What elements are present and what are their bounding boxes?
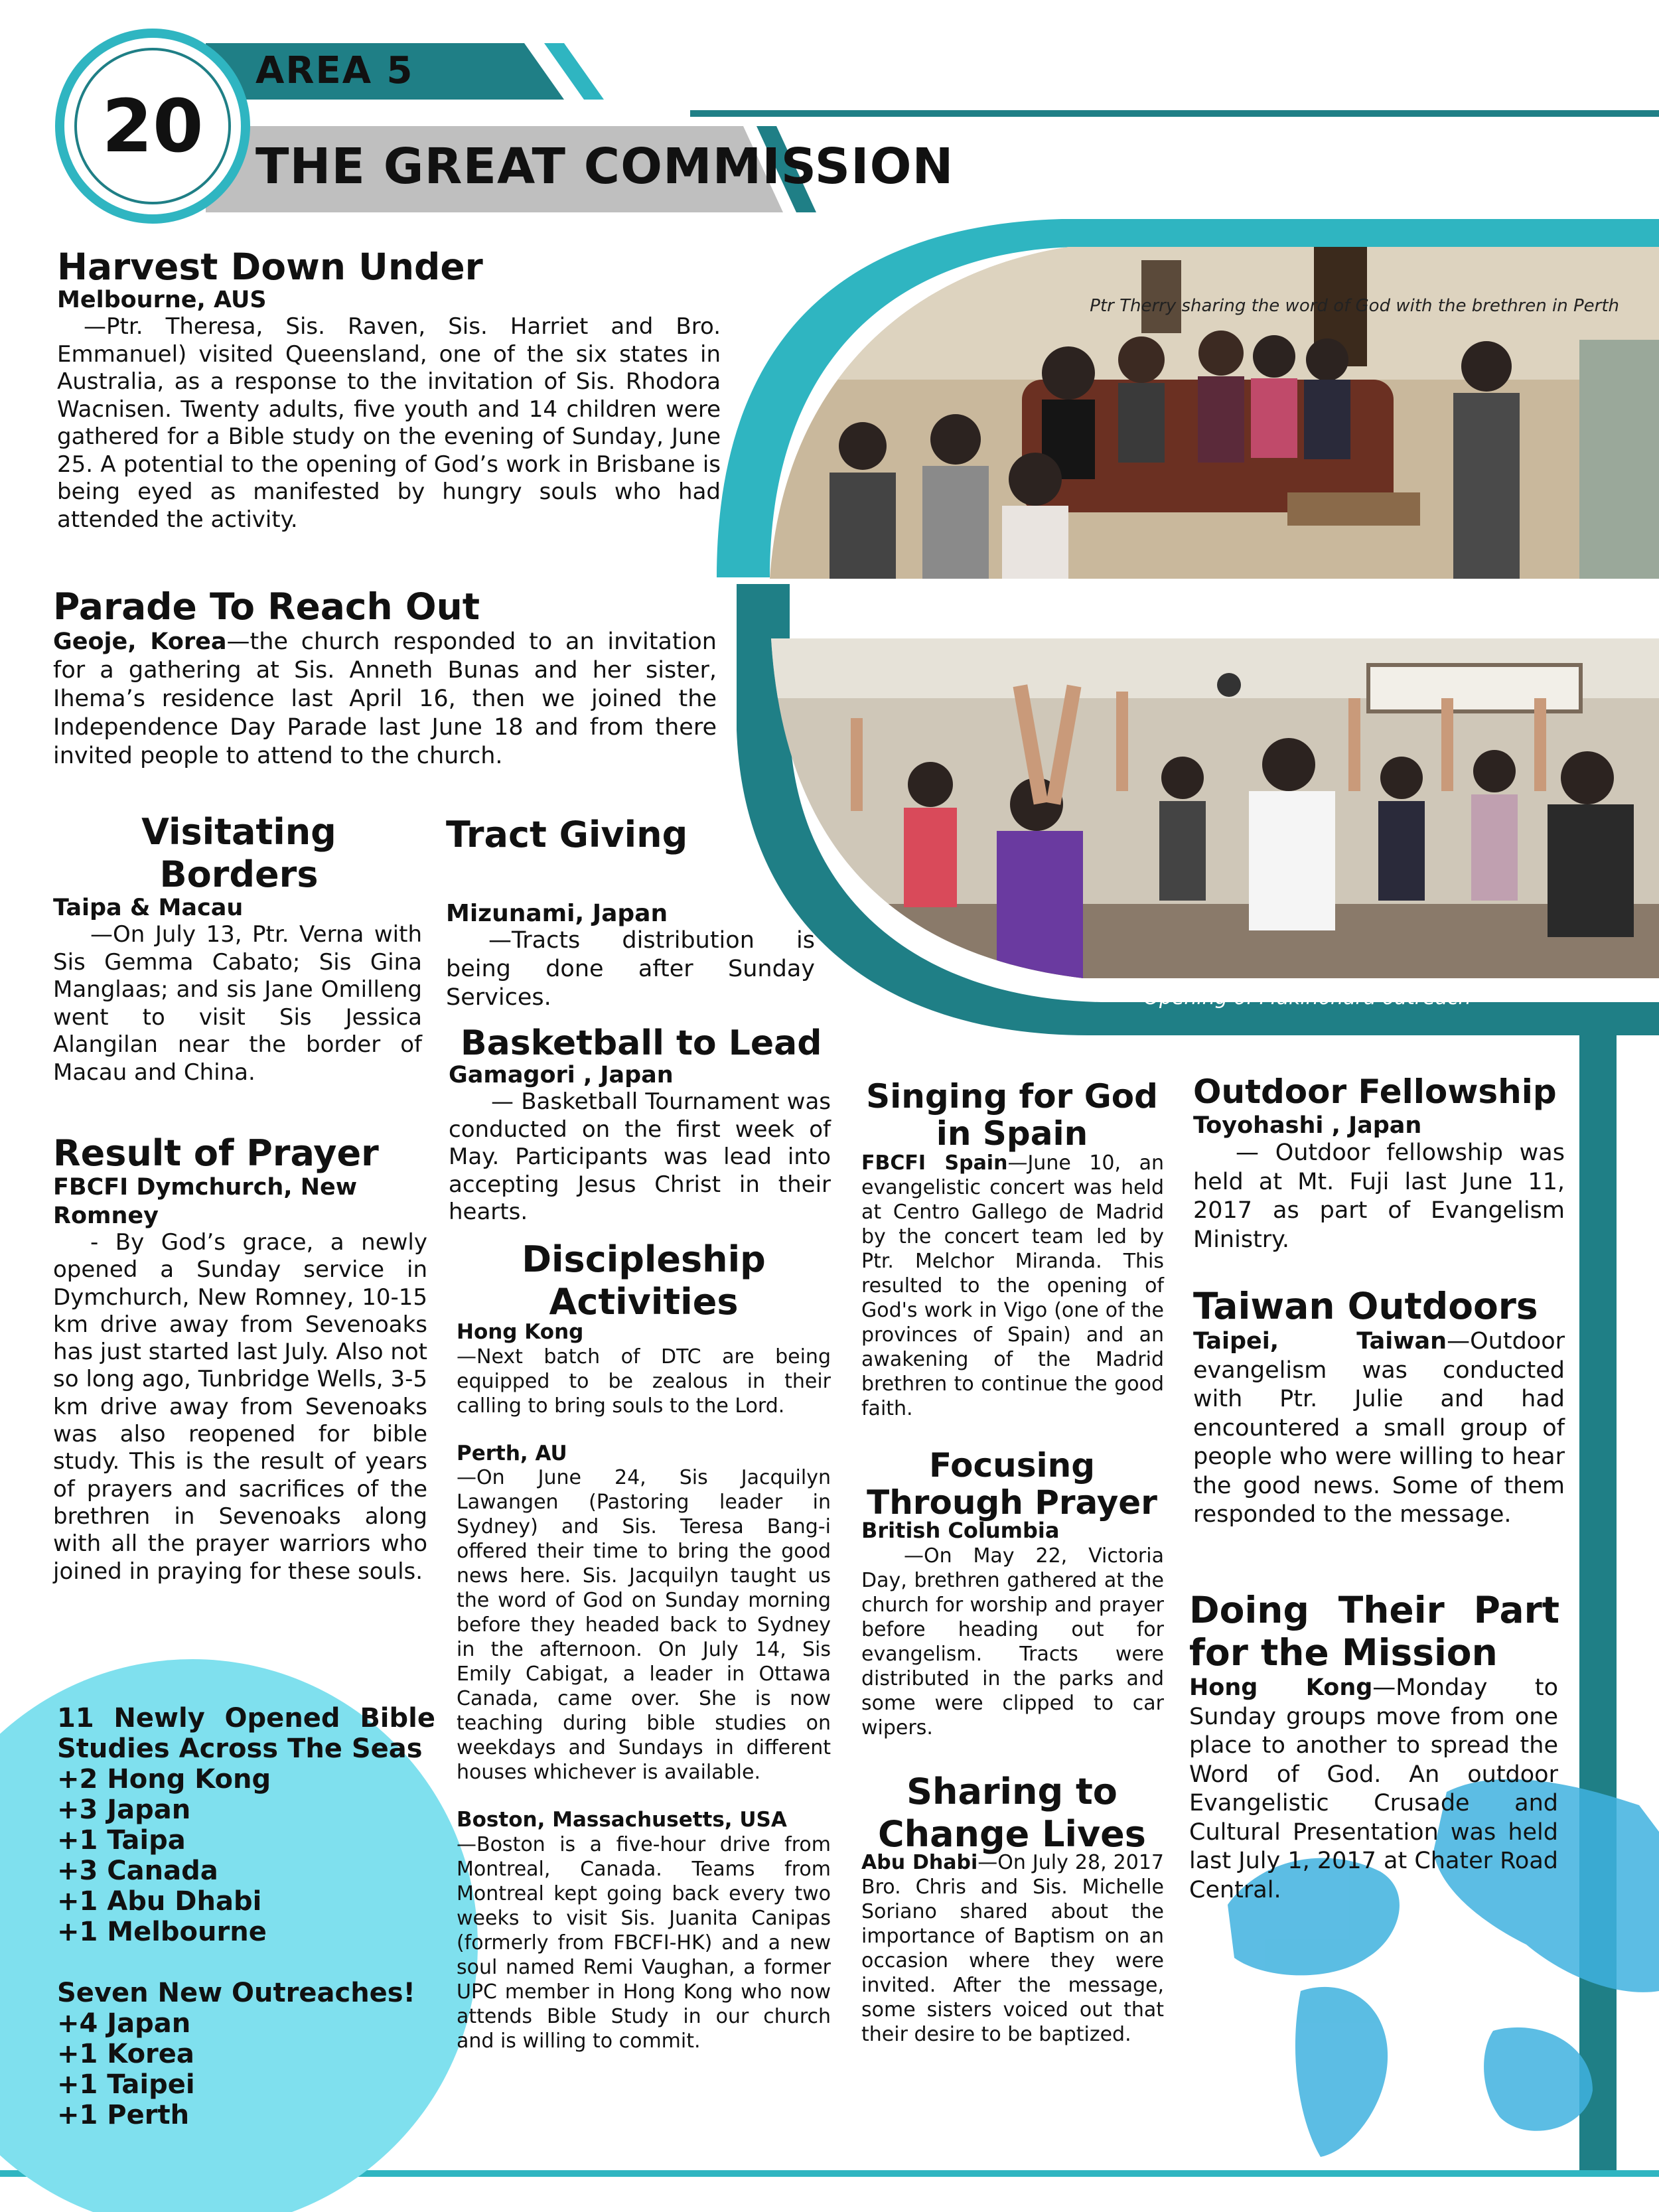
parade-body-text: —the church responded to an invitation for a gathering at Sis. Anneth Bunas and her sister, Ihema’s residence last April 16, then we joined the Independence Day Parade last June 18 and from there invited people to attend to the church. — [53, 628, 717, 769]
parade-location: Geoje, Korea — [53, 628, 227, 655]
prayer-location: FBCFI Dymchurch, New Romney — [53, 1174, 358, 1229]
outdoor-body — [1193, 1139, 1565, 1254]
sharing-title: Sharing to Change Lives — [878, 1771, 1146, 1855]
basketball-body-text: — Basketball Tournament was conducted on the first week of May. Participants was lead into accepting Jesus Christ in their hearts. — [449, 1088, 831, 1225]
outreach-item: +1 Korea — [57, 2039, 194, 2069]
bible-item: +3 Japan — [57, 1795, 191, 1825]
taiwan-location: Taipei, Taiwan — [1193, 1328, 1447, 1355]
doing-title: Doing Their Part for the Mission — [1189, 1589, 1559, 1674]
prayer-body-text: - By God’s grace, a newly opened a Sunday service in Dymchurch, New Romney, 10-15 km drive away from Sevenoaks has just started last July. Also not so long ago, Tunbridge Wells, 3-5 km drive away from Sevenoaks was also reopened for bible study. This is the result of years of prayers and sacrifices of the brethren in Sevenoaks along with all the prayer warriors who joined in praying for these souls. — [53, 1229, 428, 1585]
discipleship-title: Discipleship Activities — [522, 1238, 766, 1323]
prayer-title: Result of Prayer — [53, 1132, 379, 1174]
visitating-body — [53, 921, 422, 1086]
sharing-body — [861, 1850, 1164, 2047]
focusing-title: Focusing Through Prayer — [867, 1446, 1157, 1522]
focusing-body-text: —On May 22, Victoria Day, brethren gathered at the church for worship and prayer before heading out for evangelism. Tracts were distributed in the parks and some were clipped to car wipers. — [861, 1544, 1164, 1739]
summary-block — [57, 1703, 435, 2130]
tract-title: Tract Giving — [446, 814, 688, 855]
prayer-body — [53, 1229, 427, 1585]
parade-title: Parade To Reach Out — [53, 585, 480, 628]
bible-item: +1 Taipa — [57, 1825, 186, 1856]
outdoor-location: Toyohashi , Japan — [1193, 1112, 1422, 1139]
parade-body — [53, 628, 717, 771]
sharing-body-text: —On July 28, 2017 Bro. Chris and Sis. Michelle Soriano shared about the importance of Baptism on an occasion where they were invited. After the message, some sisters voiced out that their desire to be baptized. — [861, 1851, 1164, 2046]
page-number: 20 — [102, 84, 204, 169]
singing-body — [861, 1151, 1164, 1421]
bible-studies-heading: 11 Newly Opened Bible Studies Across The Seas — [57, 1703, 435, 1764]
outdoor-title: Outdoor Fellowship — [1193, 1072, 1557, 1111]
discipleship-body: —Boston is a five-hour drive from Montreal, Canada. Teams from Montreal kept going back every two weeks to visit Sis. Juanita Canipas (formerly from FBCFI-HK) and a new soul named Remi Vaughan, a former UPC member in Hong Kong who now attends Bible Study in our church and is willing to commit. — [457, 1832, 831, 2053]
bible-item: +2 Hong Kong — [57, 1764, 271, 1795]
focusing-body — [861, 1544, 1164, 1740]
visitating-title: Visitating Borders — [141, 811, 336, 895]
harvest-location: Melbourne, AUS — [57, 287, 267, 313]
taiwan-body — [1193, 1327, 1565, 1530]
discipleship-body: —On June 24, Sis Jacquilyn Lawangen (Pastoring leader in Sydney) and Sis. Teresa Bang-i offered their time to bring the good news here. Sis. Jacquilyn taught us the word of God on Sunday morning before they headed back to Sydney in the afternoon. On July 14, Sis Emily Cabigat, a leader in Ottawa Canada, came over. She is now teaching during bible studies on weekdays and Sundays in different houses whichever is available. — [457, 1466, 831, 1785]
discipleship-location: Boston, Massachusetts, USA — [457, 1808, 787, 1832]
basketball-body — [449, 1088, 831, 1226]
bible-item: +1 Abu Dhabi — [57, 1886, 262, 1917]
section-title: THE GREAT COMMISSION — [255, 138, 954, 195]
visitating-location: Taipa & Macau — [53, 895, 244, 921]
tract-location: Mizunami, Japan — [446, 900, 668, 927]
bible-item: +1 Melbourne — [57, 1917, 267, 1947]
makinohara-photo — [771, 638, 1659, 978]
area-label: AREA 5 — [255, 49, 414, 92]
harvest-title: Harvest Down Under — [57, 246, 483, 288]
taiwan-title: Taiwan Outdoors — [1193, 1285, 1538, 1327]
visitating-body-text: —On July 13, Ptr. Verna with Sis Gemma Cabato; Sis Gina Manglaas; and sis Jane Omilleng went to visit Sis Jessica Alangilan near the border of Macau and China. — [53, 921, 422, 1086]
taiwan-body-text: —Outdoor evangelism was conducted with Ptr. Julie and had encountered a small group of people who were willing to hear the good news. Some of them responded to the message. — [1193, 1328, 1565, 1528]
tract-body-text: —Tracts distribution is being done after Sunday Services. — [446, 927, 815, 1011]
outreach-item: +1 Perth — [57, 2100, 190, 2130]
doing-location: Hong Kong — [1189, 1674, 1373, 1701]
sharing-location: Abu Dhabi — [861, 1851, 978, 1874]
basketball-location: Gamagori , Japan — [449, 1062, 674, 1088]
tract-body — [446, 926, 815, 1012]
singing-body-text: —June 10, an evangelistic concert was held at Centro Gallego de Madrid by the concert team led by Ptr. Melchor Miranda. This resulted to the opening of God's work in Vigo (one of the provinces of Spain) and an awakening of the Madrid brethren to continue the good faith. — [861, 1151, 1164, 1420]
right-vertical-bar — [1579, 1002, 1617, 2177]
bible-item: +3 Canada — [57, 1856, 218, 1886]
outreaches-heading: Seven New Outreaches! — [57, 1978, 415, 2008]
harvest-body — [57, 313, 721, 534]
makinohara-photo-caption: Opening of Makinohara outreach — [1143, 986, 1471, 1009]
discipleship-location: Hong Kong — [457, 1320, 584, 1344]
basketball-title: Basketball to Lead — [461, 1023, 822, 1063]
discipleship-location: Perth, AU — [457, 1441, 567, 1465]
perth-photo-caption: Ptr Therry sharing the word of God with the brethren in Perth — [1090, 296, 1619, 316]
outreach-item: +1 Taipei — [57, 2069, 195, 2100]
doing-body-text: —Monday to Sunday groups move from one place to another to spread the Word of God. An outdoor Evangelistic Crusade and Cultural Presentation was held last July 1, 2017 at Chater Road Central. — [1189, 1674, 1559, 1903]
singing-title: Singing for God in Spain — [866, 1077, 1158, 1153]
outdoor-body-text: — Outdoor fellowship was held at Mt. Fuji last June 11, 2017 as part of Evangelism Ministry. — [1193, 1140, 1565, 1253]
doing-body — [1189, 1674, 1558, 1905]
singing-location: FBCFI Spain — [861, 1151, 1008, 1175]
focusing-location: British Columbia — [861, 1518, 1060, 1543]
discipleship-block — [457, 1321, 831, 2053]
discipleship-body: —Next batch of DTC are being equipped to be zealous in their calling to bring souls to the Lord. — [457, 1345, 831, 1418]
outreach-item: +4 Japan — [57, 2008, 191, 2039]
harvest-body-text: —Ptr. Theresa, Sis. Raven, Sis. Harriet and Bro. Emmanuel) visited Queensland, one of the six states in Australia, as a response to the invitation of Sis. Rhodora Wacnisen. Twenty adults, five youth and 14 children were gathered for a Bible study on the evening of Sunday, June 25. A potential to the opening of God’s work in Brisbane is being eyed as manifested by hungry souls who had attended the activity. — [57, 313, 721, 533]
